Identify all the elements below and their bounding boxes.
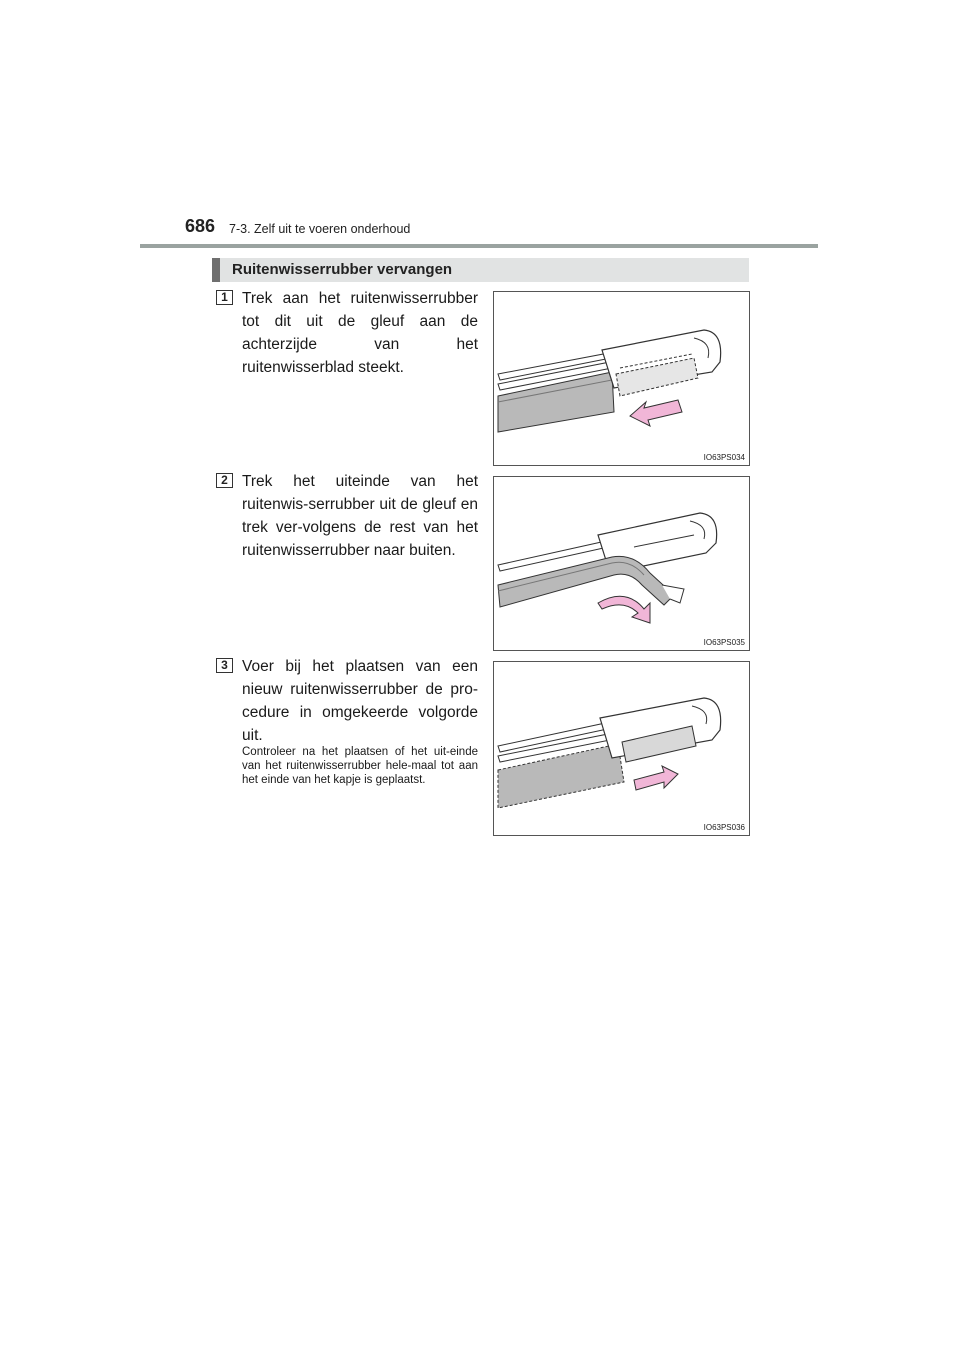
page-number: 686 (185, 216, 216, 236)
step-number-3: 3 (216, 658, 233, 673)
wiper-illustration-3 (494, 662, 750, 836)
section-title: Ruitenwisserrubber vervangen (232, 261, 453, 278)
step-text-2: Trek het uiteinde van het ruitenwis-serrubber uit de gleuf en trek ver-volgens de rest van het ruitenwisserrubber naar buiten. (242, 473, 478, 559)
section-path: 7-3. Zelf uit te voeren onderhoud (229, 222, 411, 236)
header-divider (140, 244, 818, 248)
figure-step-2 (493, 476, 750, 651)
figure-step-3 (493, 661, 750, 836)
figure-code-2: IO63PS035 (703, 638, 745, 647)
step-number-1: 1 (216, 290, 233, 305)
step-note-3: Controleer na het plaatsen of het uit-einde van het ruitenwisserrubber hele-maal tot aan het einde van het kapje is geplaatst. (242, 746, 478, 786)
figure-step-1 (493, 291, 750, 466)
section-heading (212, 258, 749, 282)
step-number-2: 2 (216, 473, 233, 488)
figure-code-3: IO63PS036 (703, 823, 745, 832)
wiper-illustration-1 (494, 292, 750, 466)
wiper-illustration-2 (494, 477, 750, 651)
step-text-1: Trek aan het ruitenwisserrubber tot dit uit de gleuf aan de achterzijde van het ruitenwisserblad steekt. (242, 290, 478, 376)
figure-code-1: IO63PS034 (703, 453, 745, 462)
step-text-3: Voer bij het plaatsen van een nieuw ruitenwisserrubber de pro-cedure in omgekeerde volgorde uit. (242, 658, 478, 744)
